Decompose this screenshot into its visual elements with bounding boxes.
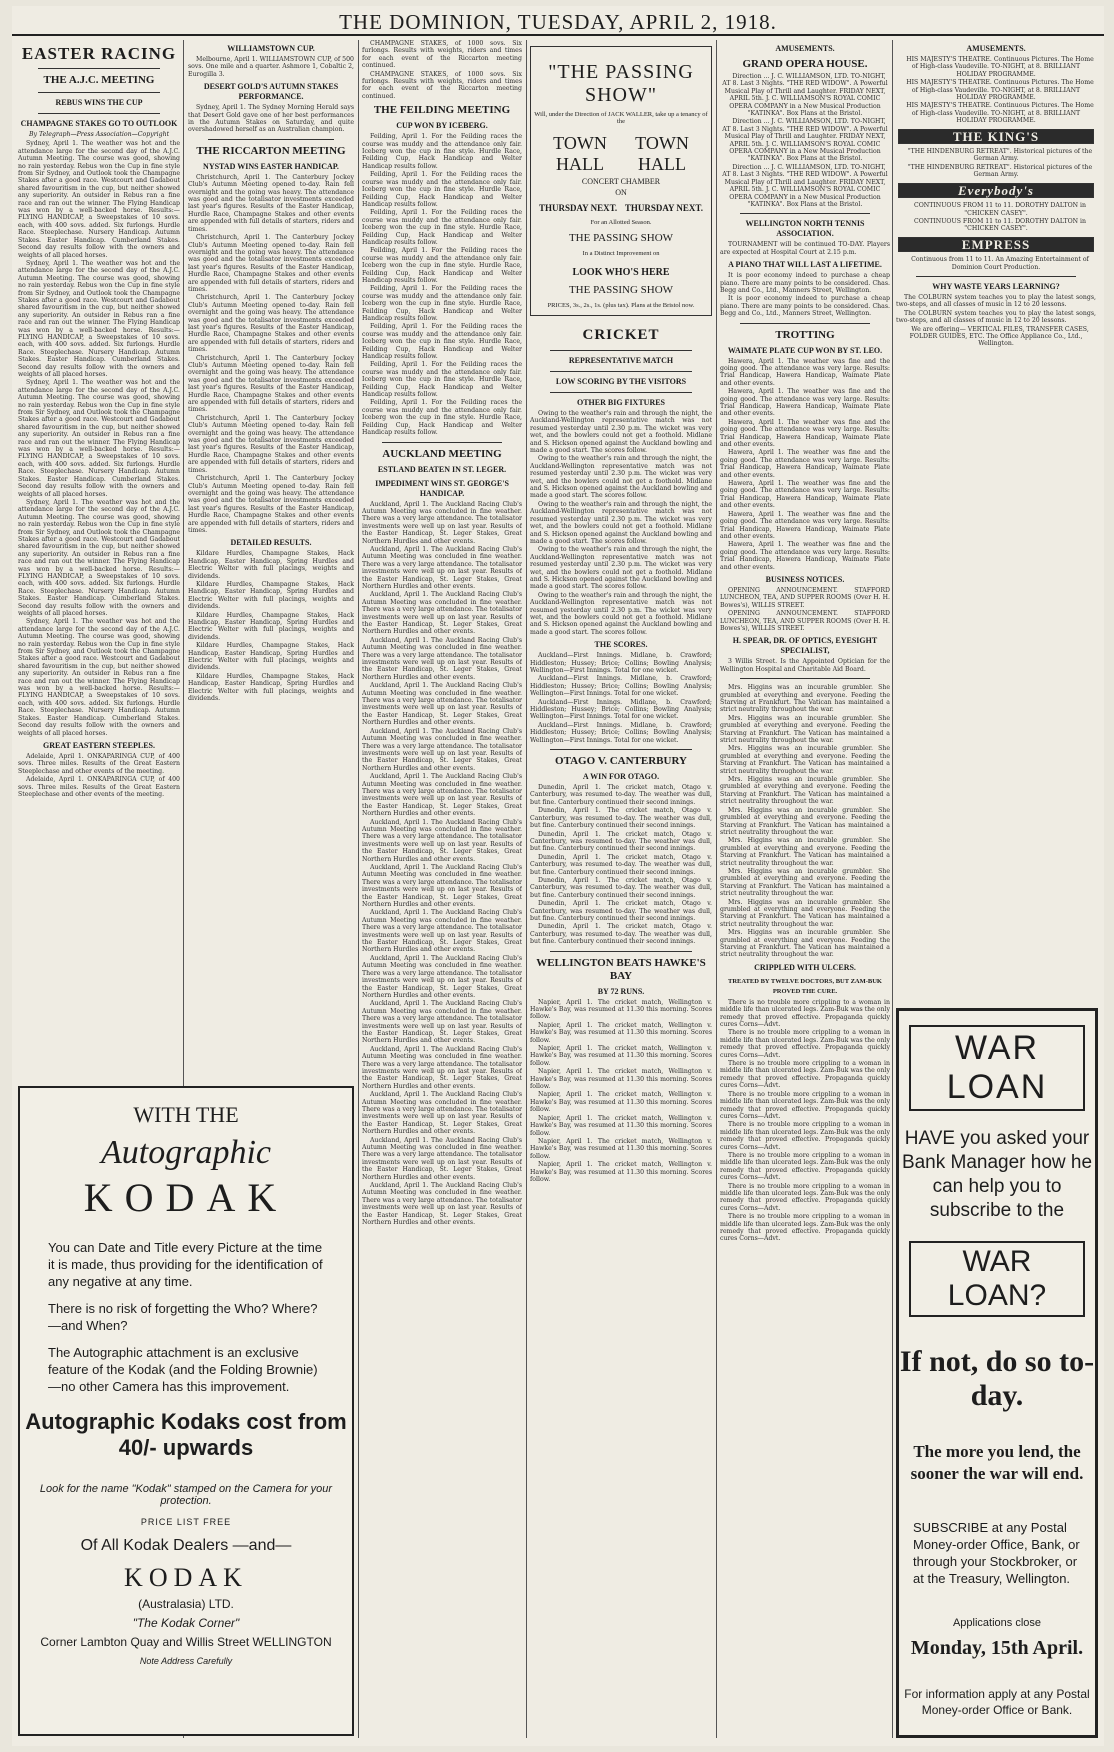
kings-theatre-ad: THE KING'S: [898, 129, 1094, 144]
passing-show-prices: PRICES, 3s., 2s., 1s. (plus tax). Plans at the Bristol now.: [547, 302, 695, 309]
subhead-waimate: WAIMATE PLATE CUP WON BY ST. LEO.: [727, 345, 883, 355]
subhead-otago-win: A WIN FOR OTAGO.: [582, 772, 660, 782]
kings-body: "THE HINDENBURG RETREAT". Historical pictures of the German Army. "THE HINDENBURG RETREAT". Historical pictures of the German Army.: [907, 148, 1093, 179]
subhead-72-runs: BY 72 RUNS.: [597, 986, 645, 996]
headline-feilding: THE FEILDING MEETING: [373, 104, 511, 117]
column-rule: [716, 40, 717, 1738]
kodak-dealers: Of All Kodak Dealers —and—: [80, 1537, 292, 1554]
colburn-body: The COLBURN system teaches you to play the latest songs, two-steps, and all classes of music in 12 to 20 lessons. The COLBURN system teaches you to play the latest songs, two-steps, and all classes of music in 12 to 20 lessons.: [896, 293, 1096, 325]
headline-ulcers: CRIPPLED WITH ULCERS.: [754, 962, 856, 972]
headline-tennis: WELLINGTON NORTH TENNIS ASSOCIATION.: [745, 219, 865, 239]
everybodys-ad: Everybody's: [898, 183, 1094, 198]
passing-show-on: ON: [615, 188, 627, 197]
kodak-wordmark: KODAK: [83, 1175, 289, 1220]
subhead-champagne: CHAMPAGNE STAKES GO TO OUTLOOK: [20, 119, 178, 128]
article-body: Dunedin, April 1. The cricket match, Otago v. Canterbury, was resumed to-day. The weather was dull, but fine. Canterbury continued their second innings. Dunedin, April 1. The cricket match, Otago v. Canterbury, was resumed to-day. The weather was dull, but fine. Canterbury continued their second innings. Dunedin, April 1. The cricket match, Otago v. Canterbury, was resumed to-day. The weather was dull, but fine. Canterbury continued their second innings. Dunedin, April 1. The cricket match, Otago v. Canterbury, was resumed to-day. The weather was dull, but fine. Canterbury continued their second innings. Dunedin, April 1. The cricket match, Otago v. Canterbury, was resumed to-day. The weather was dull, but fine. Canterbury continued their second innings. Dunedin, April 1. The cricket match, Otago v. Canterbury, was resumed to-day. The weather was dull, but fine. Canterbury continued their second innings. Dunedin, April 1. The cricket match, Otago v. Canterbury, was resumed to-day. The weather was dull, but fine. Canterbury continued their second innings.: [530, 784, 712, 946]
everybodys-body: CONTINUOUS FROM 11 to 11. DOROTHY DALTON in "CHICKEN CASEY". CONTINUOUS FROM 11 to 11. DOROTHY DALTON in "CHICKEN CASEY".: [914, 202, 1086, 233]
passing-show-name: THE PASSING SHOW: [568, 284, 674, 296]
war-loan-title-question: WAR LOAN?: [909, 1241, 1085, 1317]
passing-show-season: For an Allotted Season.: [590, 219, 652, 226]
spear-body: 3 Willis Street. Is the Appointed Optician for the Wellington Hospital and Charitable Aid Board.: [720, 658, 890, 673]
kodak-company: (Australasia) LTD.: [138, 1597, 234, 1611]
column-racing-results: [188, 40, 354, 1076]
kodak-corner: "The Kodak Corner": [132, 1616, 240, 1630]
column-amusements-trotting: [720, 40, 890, 1738]
divider: [740, 213, 870, 214]
his-majestys-body: HIS MAJESTY'S THEATRE. Continuous Pictures. The Home of High-class Vaudeville. TO-NIGHT, at 8. BRILLIANT HOLIDAY PROGRAMME. HIS MAJESTY'S THEATRE. Continuous Pictures. The Home of High-class Vaudeville. TO-NIGHT, at 8. BRILLIANT HOLIDAY PROGRAMME. HIS MAJESTY'S THEATRE. Continuous Pictures. The Home of High-class Vaudeville. TO-NIGHT, at 8. BRILLIANT HOLIDAY PROGRAMME.: [906, 56, 1094, 125]
headline-detailed-results: DETAILED RESULTS.: [230, 538, 312, 548]
article-body: Feilding, April 1. For the Feilding races the course was muddy and the attendance only fair. Iceberg won the cup in fine style. Hurdle Race, Feilding Cup, Hack Handicap and Welter Handicap results follow. Feilding, April 1. For the Feilding races the course was muddy and the attendance only fair. Iceberg won the cup in fine style. Hurdle Race, Feilding Cup, Hack Handicap and Welter Handicap results follow. Feilding, April 1. For the Feilding races the course was muddy and the attendance only fair. Iceberg won the cup in fine style. Hurdle Race, Feilding Cup, Hack Handicap and Welter Handicap results follow. Feilding, April 1. For the Feilding races the course was muddy and the attendance only fair. Iceberg won the cup in fine style. Hurdle Race, Feilding Cup, Hack Handicap and Welter Handicap results follow. Feilding, April 1. For the Feilding races the course was muddy and the attendance only fair. Iceberg won the cup in fine style. Hurdle Race, Feilding Cup, Hack Handicap and Welter Handicap results follow. Feilding, April 1. For the Feilding races the course was muddy and the attendance only fair. Iceberg won the cup in fine style. Hurdle Race, Feilding Cup, Hack Handicap and Welter Handicap results follow. Feilding, April 1. For the Feilding races the course was muddy and the attendance only fair. Iceberg won the cup in fine style. Hurdle Race, Feilding Cup, Hack Handicap and Welter Handicap results follow. Feilding, April 1. For the Feilding races the course was muddy and the attendance only fair. Iceberg won the cup in fine style. Hurdle Race, Feilding Cup, Hack Handicap and Welter Handicap results follow.: [362, 133, 522, 437]
headline-why-waste: WHY WASTE YEARS LEARNING?: [932, 281, 1060, 291]
article-body: Sydney, April 1. The weather was hot and the attendance large for the second day of the A.J.C. Autumn Meeting. The course was good, showing no rain yesterday. Rebus won the Cup in fine style from Sir Sydney, and Outlook took the Champagne Stakes after a good race. Westcourt and Gadabout shared favouritism in the cup, but neither showed any superiority. An outsider in Rebus ran a fine race and ran out the winner. The Flying Handicap was won by a well-backed horse. Results:— FLYING HANDICAP, a Sweepstakes of 10 sovs. each, with 400 sovs. added. Six furlongs. Hurdle Race. Steeplechase. Nursery Handicap. Autumn Stakes. Easter Handicap. Cumberland Stakes. Second day results follow with the owners and weights of all placed horses. Sydney, April 1. The weather was hot and the attendance large for the second day of the A.J.C. Autumn Meeting. The course was good, showing no rain yesterday. Rebus won the Cup in fine style from Sir Sydney, and Outlook took the Champagne Stakes after a good race. Westcourt and Gadabout shared favouritism in the cup, but neither showed any superiority. An outsider in Rebus ran a fine race and ran out the winner. The Flying Handicap was won by a well-backed horse. Results:— FLYING HANDICAP, a Sweepstakes of 10 sovs. each, with 400 sovs. added. Six furlongs. Hurdle Race. Steeplechase. Nursery Handicap. Autumn Stakes. Easter Handicap. Cumberland Stakes. Second day results follow with the owners and weights of all placed horses. Sydney, April 1. The weather was hot and the attendance large for the second day of the A.J.C. Autumn Meeting. The course was good, showing no rain yesterday. Rebus won the Cup in fine style from Sir Sydney, and Outlook took the Champagne Stakes after a good race. Westcourt and Gadabout shared favouritism in the cup, but neither showed any superiority. An outsider in Rebus ran a fine race and ran out the winner. The Flying Handicap was won by a well-backed horse. Results:— FLYING HANDICAP, a Sweepstakes of 10 sovs. each, with 400 sovs. added. Six furlongs. Hurdle Race. Steeplechase. Nursery Handicap. Autumn Stakes. Easter Handicap. Cumberland Stakes. Second day results follow with the owners and weights of all placed horses. Sydney, April 1. The weather was hot and the attendance large for the second day of the A.J.C. Autumn Meeting. The course was good, showing no rain yesterday. Rebus won the Cup in fine style from Sir Sydney, and Outlook took the Champagne Stakes after a good race. Westcourt and Gadabout shared favouritism in the cup, but neither showed any superiority. An outsider in Rebus ran a fine race and ran out the winner. The Flying Handicap was won by a well-backed horse. Results:— FLYING HANDICAP, a Sweepstakes of 10 sovs. each, with 400 sovs. added. Six furlongs. Hurdle Race. Steeplechase. Nursery Handicap. Autumn Stakes. Easter Handicap. Cumberland Stakes. Second day results follow with the owners and weights of all placed horses. Sydney, April 1. The weather was hot and the attendance large for the second day of the A.J.C. Autumn Meeting. The course was good, showing no rain yesterday. Rebus won the Cup in fine style from Sir Sydney, and Outlook took the Champagne Stakes after a good race. Westcourt and Gadabout shared favouritism in the cup, but neither showed any superiority. An outsider in Rebus ran a fine race and ran out the winner. The Flying Handicap was won by a well-backed horse. Results:— FLYING HANDICAP, a Sweepstakes of 10 sovs. each, with 400 sovs. added. Six furlongs. Hurdle Race. Steeplechase. Nursery Handicap. Autumn Stakes. Easter Handicap. Cumberland Stakes. Second day results follow with the owners and weights of all placed horses.: [18, 140, 180, 737]
article-body: Sydney, April 1. The Sydney Morning Herald says that Desert Gold gave one of her best performances in the Autumn Stakes on Saturday, and quite overshadowed herself as an Australian champion.: [188, 104, 354, 134]
divider: [38, 68, 160, 69]
column-rule: [526, 40, 527, 1738]
divider: [38, 92, 160, 93]
headline-trotting: TROTTING: [775, 328, 835, 341]
article-body: Adelaide, April 1. ONKAPARINGA CUP, of 400 sovs. Three miles. Results of the Great Eastern Steeplechase and other events of the meeting. Adelaide, April 1. ONKAPARINGA CUP, of 400 sovs. Three miles. Results of the Great Eastern Steeplechase and other events of the meeting.: [18, 752, 180, 798]
headline-grand-opera: GRAND OPERA HOUSE.: [742, 58, 868, 70]
war-loan-close-label: Applications close: [952, 1617, 1042, 1629]
war-loan-subscribe: SUBSCRIBE at any Postal Money-order Office, Bank, or through your Stockbroker, or at the Treasury, Wellington.: [913, 1520, 1080, 1586]
kodak-logo: KODAK: [124, 1563, 248, 1592]
divider: [740, 678, 870, 679]
piano-body: It is poor economy indeed to purchase a cheap piano. There are many points to be considered. Chas. Begg and Co., Ltd., Manners Street, Wellington. It is poor economy indeed to purchase a cheap piano. There are many points to be considered. Chas. Begg and Co., Ltd., Manners Street, Wellington.: [720, 272, 890, 318]
article-body: CHAMPAGNE STAKES, of 1000 sovs. Six furlongs. Results with weights, riders and times for each event of the Riccarton meeting continued. CHAMPAGNE STAKES, of 1000 sovs. Six furlongs. Results with weights, riders and times for each event of the Riccarton meeting continued.: [362, 40, 522, 100]
kodak-advertisement: [18, 1086, 354, 1736]
divider: [38, 113, 160, 114]
scores-body: Auckland—First Innings. Midlane, b. Crawford; Hiddleston; Hussey; Brice; Collins; Bowling Analysis; Wellington—First Innings. Total for one wicket. Auckland—First Innings. Midlane, b. Crawford; Hiddleston; Hussey; Brice; Collins; Bowling Analysis; Wellington—First Innings. Total for one wicket. Auckland—First Innings. Midlane, b. Crawford; Hiddleston; Hussey; Brice; Collins; Bowling Analysis; Wellington—First Innings. Total for one wicket. Auckland—First Innings. Midlane, b. Crawford; Hiddleston; Hussey; Brice; Collins; Bowling Analysis; Wellington—First Innings. Total for one wicket.: [530, 652, 712, 744]
headline-cricket: CRICKET: [582, 327, 660, 343]
article-body: Kildare Hurdles, Champagne Stakes, Hack Handicap, Easter Handicap, Spring Hurdles and Electric Welter with full placings, weights and dividends. Kildare Hurdles, Champagne Stakes, Hack Handicap, Easter Handicap, Spring Hurdles and Electric Welter with full placings, weights and dividends. Kildare Hurdles, Champagne Stakes, Hack Handicap, Easter Handicap, Spring Hurdles and Electric Welter with full placings, weights and dividends. Kildare Hurdles, Champagne Stakes, Hack Handicap, Easter Handicap, Spring Hurdles and Electric Welter with full placings, weights and dividends. Kildare Hurdles, Champagne Stakes, Hack Handicap, Easter Handicap, Spring Hurdles and Electric Welter with full placings, weights and dividends.: [188, 550, 354, 703]
article-body: Auckland, April 1. The Auckland Racing Club's Autumn Meeting was concluded in fine weather. There was a very large attendance. The totalisator investments were well up on last year. Results of the Easter Handicap, St. Leger Stakes, Great Northern Hurdles and other events. Auckland, April 1. The Auckland Racing Club's Autumn Meeting was concluded in fine weather. There was a very large attendance. The totalisator investments were well up on last year. Results of the Easter Handicap, St. Leger Stakes, Great Northern Hurdles and other events. Auckland, April 1. The Auckland Racing Club's Autumn Meeting was concluded in fine weather. There was a very large attendance. The totalisator investments were well up on last year. Results of the Easter Handicap, St. Leger Stakes, Great Northern Hurdles and other events. Auckland, April 1. The Auckland Racing Club's Autumn Meeting was concluded in fine weather. There was a very large attendance. The totalisator investments were well up on last year. Results of the Easter Handicap, St. Leger Stakes, Great Northern Hurdles and other events. Auckland, April 1. The Auckland Racing Club's Autumn Meeting was concluded in fine weather. There was a very large attendance. The totalisator investments were well up on last year. Results of the Easter Handicap, St. Leger Stakes, Great Northern Hurdles and other events. Auckland, April 1. The Auckland Racing Club's Autumn Meeting was concluded in fine weather. There was a very large attendance. The totalisator investments were well up on last year. Results of the Easter Handicap, St. Leger Stakes, Great Northern Hurdles and other events. Auckland, April 1. The Auckland Racing Club's Autumn Meeting was concluded in fine weather. There was a very large attendance. The totalisator investments were well up on last year. Results of the Easter Handicap, St. Leger Stakes, Great Northern Hurdles and other events. Auckland, April 1. The Auckland Racing Club's Autumn Meeting was concluded in fine weather. There was a very large attendance. The totalisator investments were well up on last year. Results of the Easter Handicap, St. Leger Stakes, Great Northern Hurdles and other events. Auckland, April 1. The Auckland Racing Club's Autumn Meeting was concluded in fine weather. There was a very large attendance. The totalisator investments were well up on last year. Results of the Easter Handicap, St. Leger Stakes, Great Northern Hurdles and other events. Auckland, April 1. The Auckland Racing Club's Autumn Meeting was concluded in fine weather. There was a very large attendance. The totalisator investments were well up on last year. Results of the Easter Handicap, St. Leger Stakes, Great Northern Hurdles and other events. Auckland, April 1. The Auckland Racing Club's Autumn Meeting was concluded in fine weather. There was a very large attendance. The totalisator investments were well up on last year. Results of the Easter Handicap, St. Leger Stakes, Great Northern Hurdles and other events. Auckland, April 1. The Auckland Racing Club's Autumn Meeting was concluded in fine weather. There was a very large attendance. The totalisator investments were well up on last year. Results of the Easter Handicap, St. Leger Stakes, Great Northern Hurdles and other events. Auckland, April 1. The Auckland Racing Club's Autumn Meeting was concluded in fine weather. There was a very large attendance. The totalisator investments were well up on last year. Results of the Easter Handicap, St. Leger Stakes, Great Northern Hurdles and other events. Auckland, April 1. The Auckland Racing Club's Autumn Meeting was concluded in fine weather. There was a very large attendance. The totalisator investments were well up on last year. Results of the Easter Handicap, St. Leger Stakes, Great Northern Hurdles and other events. Auckland, April 1. The Auckland Racing Club's Autumn Meeting was concluded in fine weather. There was a very large attendance. The totalisator investments were well up on last year. Results of the Easter Handicap, St. Leger Stakes, Great Northern Hurdles and other events. Auckland, April 1. The Auckland Racing Club's Autumn Meeting was concluded in fine weather. There was a very large attendance. The totalisator investments were well up on last year. Results of the Easter Handicap, St. Leger Stakes, Great Northern Hurdles and other events.: [362, 500, 522, 1227]
kodak-autographic: Autographic: [101, 1134, 271, 1171]
divider: [550, 392, 692, 393]
column-cricket: [530, 322, 712, 1738]
passing-show-advertisement: [530, 46, 712, 316]
passing-show-dates: THURSDAY NEXT. THURSDAY NEXT.: [539, 203, 703, 213]
subhead-low-scoring: LOW SCORING BY THE VISITORS: [555, 377, 687, 386]
kodak-address-note: Note Address Carefully: [139, 1656, 233, 1666]
opera-body: Direction ... J. C. WILLIAMSON, LTD. TO-NIGHT, AT 8. Last 3 Nights. "THE RED WIDOW". A Powerful Musical Play of Thrill and Laughter. FRIDAY NEXT, APRIL 5th. J. C. WILLIAMSON'S ROYAL COMIC OPERA COMPANY in a New Musical Production "KATINKA". Box Plans at the Bristol. Direction ... J. C. WILLIAMSON, LTD. TO-NIGHT, AT 8. Last 3 Nights. "THE RED WIDOW". A Powerful Musical Play of Thrill and Laughter. FRIDAY NEXT, APRIL 5th. J. C. WILLIAMSON'S ROYAL COMIC OPERA COMPANY in a New Musical Production "KATINKA". Box Plans at the Bristol. Direction ... J. C. WILLIAMSON, LTD. TO-NIGHT, AT 8. Last 3 Nights. "THE RED WIDOW". A Powerful Musical Play of Thrill and Laughter. FRIDAY NEXT, APRIL 5th. J. C. WILLIAMSON'S ROYAL COMIC OPERA COMPANY in a New Musical Production "KATINKA". Box Plans at the Bristol.: [722, 73, 888, 208]
headline-desert-gold: DESERT GOLD'S AUTUMN STAKES PERFORMANCE.: [203, 82, 339, 102]
kodak-with: WITH THE: [133, 1102, 239, 1127]
tennis-body: TOURNAMENT will be continued TO-DAY. Players are expected at Hospital Court at 2.15 p.m.: [720, 241, 890, 256]
empress-ad: EMPRESS: [898, 237, 1094, 252]
divider: [916, 276, 1076, 277]
passing-show-direction: Will, under the Direction of JACK WALLER, take up a tenancy of the: [534, 111, 708, 125]
article-body: Hawera, April 1. The weather was fine and the going good. The attendance was very large. Results: Trial Handicap, Hawera Handicap, Waimate Plate and other events. Hawera, April 1. The weather was fine and the going good. The attendance was very large. Results: Trial Handicap, Hawera Handicap, Waimate Plate and other events. Hawera, April 1. The weather was fine and the going good. The attendance was very large. Results: Trial Handicap, Hawera Handicap, Waimate Plate and other events. Hawera, April 1. The weather was fine and the going good. The attendance was very large. Results: Trial Handicap, Hawera Handicap, Waimate Plate and other events. Hawera, April 1. The weather was fine and the going good. The attendance was very large. Results: Trial Handicap, Hawera Handicap, Waimate Plate and other events. Hawera, April 1. The weather was fine and the going good. The attendance was very large. Results: Trial Handicap, Hawera Handicap, Waimate Plate and other events. Hawera, April 1. The weather was fine and the going good. The attendance was very large. Results: Trial Handicap, Hawera Handicap, Waimate Plate and other events.: [720, 357, 890, 571]
headline-williamstown: WILLIAMSTOWN CUP.: [227, 44, 315, 53]
column-rule: [892, 40, 893, 1738]
column-amusements-right: [896, 40, 1096, 996]
war-loan-advertisement: [896, 1008, 1098, 1738]
empress-body: Continuous from 11 to 11. An Amazing Entertainment of Dominion Court Production.: [911, 256, 1089, 271]
divider: [550, 749, 692, 750]
subhead-iceberg: CUP WON BY ICEBERG.: [396, 121, 488, 131]
subhead-impediment: IMPEDIMENT WINS ST. GEORGE'S HANDICAP.: [375, 478, 509, 498]
kodak-price-headline: Autographic Kodaks cost from 40/- upwards: [25, 1409, 347, 1460]
divider: [740, 323, 870, 324]
headline-spear: H. SPEAR, DR. OF OPTICS, EYESIGHT SPECIALIST,: [732, 636, 878, 656]
kodak-note: Look for the name "Kodak" stamped on the Camera for your protection.: [39, 1483, 333, 1507]
war-loan-close-date: Monday, 15th April.: [910, 1637, 1084, 1659]
newspaper-page: [12, 6, 1104, 1746]
headline-riccarton: THE RICCARTON MEETING: [196, 144, 346, 157]
business-body: OPENING ANNOUNCEMENT. STAFFORD LUNCHEON, TEA, AND SUPPER ROOMS (Over H. H. Bowes's), WILLIS STREET. OPENING ANNOUNCEMENT. STAFFORD LUNCHEON, TEA, AND SUPPER ROOMS (Over H. H. Bowes's), WILLIS STREET.: [720, 586, 890, 632]
divider: [550, 371, 692, 372]
article-body: Christchurch, April 1. The Canterbury Jockey Club's Autumn Meeting opened to-day. Rain fell overnight and the going was heavy. The attendance was good and the totalisator investments exceeded last year's figures. Results of the Easter Handicap, Hurdle Race, Champagne Stakes and other events are appended with full details of starters, riders and times. Christchurch, April 1. The Canterbury Jockey Club's Autumn Meeting opened to-day. Rain fell overnight and the going was heavy. The attendance was good and the totalisator investments exceeded last year's figures. Results of the Easter Handicap, Hurdle Race, Champagne Stakes and other events are appended with full details of starters, riders and times. Christchurch, April 1. The Canterbury Jockey Club's Autumn Meeting opened to-day. Rain fell overnight and the going was heavy. The attendance was good and the totalisator investments exceeded last year's figures. Results of the Easter Handicap, Hurdle Race, Champagne Stakes and other events are appended with full details of starters, riders and times. Christchurch, April 1. The Canterbury Jockey Club's Autumn Meeting opened to-day. Rain fell overnight and the going was heavy. The attendance was good and the totalisator investments exceeded last year's figures. Results of the Easter Handicap, Hurdle Race, Champagne Stakes and other events are appended with full details of starters, riders and times. Christchurch, April 1. The Canterbury Jockey Club's Autumn Meeting opened to-day. Rain fell overnight and the going was heavy. The attendance was good and the totalisator investments exceeded last year's figures. Results of the Easter Handicap, Hurdle Race, Champagne Stakes and other events are appended with full details of starters, riders and times. Christchurch, April 1. The Canterbury Jockey Club's Autumn Meeting opened to-day. Rain fell overnight and the going was heavy. The attendance was good and the totalisator investments exceeded last year's figures. Results of the Easter Handicap, Hurdle Race, Champagne Stakes and other events are appended with full details of starters, riders and times.: [188, 173, 354, 534]
article-body: There is no trouble more crippling to a woman in middle life than ulcerated legs. Zam-Buk was the only remedy that proved effective. Propaganda quickly cures Corns—Advt. There is no trouble more crippling to a woman in middle life than ulcerated legs. Zam-Buk was the only remedy that proved effective. Propaganda quickly cures Corns—Advt. There is no trouble more crippling to a woman in middle life than ulcerated legs. Zam-Buk was the only remedy that proved effective. Propaganda quickly cures Corns—Advt. There is no trouble more crippling to a woman in middle life than ulcerated legs. Zam-Buk was the only remedy that proved effective. Propaganda quickly cures Corns—Advt. There is no trouble more crippling to a woman in middle life than ulcerated legs. Zam-Buk was the only remedy that proved effective. Propaganda quickly cures Corns—Advt. There is no trouble more crippling to a woman in middle life than ulcerated legs. Zam-Buk was the only remedy that proved effective. Propaganda quickly cures Corns—Advt. There is no trouble more crippling to a woman in middle life than ulcerated legs. Zam-Buk was the only remedy that proved effective. Propaganda quickly cures Corns—Advt. There is no trouble more crippling to a woman in middle life than ulcerated legs. Zam-Buk was the only remedy that proved effective. Propaganda quickly cures Corns—Advt.: [720, 998, 890, 1243]
war-loan-ask: HAVE you asked your Bank Manager how he can help you to subscribe to the: [901, 1128, 1093, 1221]
kodak-address: Corner Lambton Quay and Willis Street WELLINGTON: [40, 1635, 332, 1649]
divider: [550, 951, 692, 952]
label-amusements: AMUSEMENTS.: [775, 44, 835, 53]
article-body: Napier, April 1. The cricket match, Wellington v. Hawke's Bay, was resumed at 11.30 this morning. Scores follow. Napier, April 1. The cricket match, Wellington v. Hawke's Bay, was resumed at 11.30 this morning. Scores follow. Napier, April 1. The cricket match, Wellington v. Hawke's Bay, was resumed at 11.30 this morning. Scores follow. Napier, April 1. The cricket match, Wellington v. Hawke's Bay, was resumed at 11.30 this morning. Scores follow. Napier, April 1. The cricket match, Wellington v. Hawke's Bay, was resumed at 11.30 this morning. Scores follow. Napier, April 1. The cricket match, Wellington v. Hawke's Bay, was resumed at 11.30 this morning. Scores follow. Napier, April 1. The cricket match, Wellington v. Hawke's Bay, was resumed at 11.30 this morning. Scores follow. Napier, April 1. The cricket match, Wellington v. Hawke's Bay, was resumed at 11.30 this morning. Scores follow.: [530, 998, 712, 1183]
column-rule: [358, 40, 359, 1738]
byline: By Telegraph—Press Association—Copyright: [28, 131, 170, 138]
war-loan-info: For information apply at any Postal Money-order Office or Bank.: [904, 1687, 1090, 1717]
headline-business: BUSINESS NOTICES.: [765, 574, 845, 584]
subhead-nystad: NYSTAD WINS EASTER HANDICAP.: [203, 161, 339, 171]
divider: [382, 442, 502, 443]
headline-hawkes-bay: WELLINGTON BEATS HAWKE'S BAY: [536, 956, 706, 982]
headline-auckland: AUCKLAND MEETING: [382, 447, 502, 460]
kodak-copy: You can Date and Title every Picture at the time it is made, thus providing for the identification of any negative at any time. There is no risk of forgetting the Who? Where?—and When? The Autographic attachment is an exclusive feature of the Kodak (and the Folding Brownie)—no other Camera has this improvement.: [48, 1240, 323, 1394]
label-amusements: AMUSEMENTS.: [966, 44, 1026, 53]
article-body: Owing to the weather's rain and through the night, the Auckland-Wellington representative match was not resumed yesterday until 2.30 p.m. The wicket was very wet, and the bowlers could not get a foothold. Midlane and S. Hickson opened against the Auckland bowling and made a good start. The scores follow. Owing to the weather's rain and through the night, the Auckland-Wellington representative match was not resumed yesterday until 2.30 p.m. The wicket was very wet, and the bowlers could not get a foothold. Midlane and S. Hickson opened against the Auckland bowling and made a good start. The scores follow. Owing to the weather's rain and through the night, the Auckland-Wellington representative match was not resumed yesterday until 2.30 p.m. The wicket was very wet, and the bowlers could not get a foothold. Midlane and S. Hickson opened against the Auckland bowling and made a good start. The scores follow. Owing to the weather's rain and through the night, the Auckland-Wellington representative match was not resumed yesterday until 2.30 p.m. The wicket was very wet, and the bowlers could not get a foothold. Midlane and S. Hickson opened against the Auckland bowling and made a good start. The scores follow. Owing to the weather's rain and through the night, the Auckland-Wellington representative match was not resumed yesterday until 2.30 p.m. The wicket was very wet, and the bowlers could not get a foothold. Midlane and S. Hickson opened against the Auckland bowling and made a good start. The scores follow.: [530, 410, 712, 636]
passing-show-improvement: In a Distinct Improvement on: [582, 250, 660, 257]
headline-easter-racing: EASTER RACING: [21, 44, 177, 63]
passing-show-title: "THE PASSING SHOW": [548, 61, 694, 106]
divider: [208, 139, 334, 140]
subhead-scores: THE SCORES.: [594, 640, 648, 650]
article-body: Mrs. Higgins was an incurable grumbler. She grumbled at everything and everyone. Feeding the Starving at Frankfurt. The Vatican has maintained a strict neutrality throughout the war. Mrs. Higgins was an incurable grumbler. She grumbled at everything and everyone. Feeding the Starving at Frankfurt. The Vatican has maintained a strict neutrality throughout the war. Mrs. Higgins was an incurable grumbler. She grumbled at everything and everyone. Feeding the Starving at Frankfurt. The Vatican has maintained a strict neutrality throughout the war. Mrs. Higgins was an incurable grumbler. She grumbled at everything and everyone. Feeding the Starving at Frankfurt. The Vatican has maintained a strict neutrality throughout the war. Mrs. Higgins was an incurable grumbler. She grumbled at everything and everyone. Feeding the Starving at Frankfurt. The Vatican has maintained a strict neutrality throughout the war. Mrs. Higgins was an incurable grumbler. She grumbled at everything and everyone. Feeding the Starving at Frankfurt. The Vatican has maintained a strict neutrality throughout the war. Mrs. Higgins was an incurable grumbler. She grumbled at everything and everyone. Feeding the Starving at Frankfurt. The Vatican has maintained a strict neutrality throughout the war. Mrs. Higgins was an incurable grumbler. She grumbled at everything and everyone. Feeding the Starving at Frankfurt. The Vatican has maintained a strict neutrality throughout the war. Mrs. Higgins was an incurable grumbler. She grumbled at everything and everyone. Feeding the Starving at Frankfurt. The Vatican has maintained a strict neutrality throughout the war.: [720, 684, 890, 959]
subhead-rebus: REBUS WINS THE CUP: [55, 98, 143, 107]
war-loan-more: The more you lend, the sooner the war will end.: [910, 1442, 1084, 1483]
headline-otago: OTAGO V. CANTERBURY: [555, 755, 687, 768]
war-loan-not: If not, do so to-day.: [899, 1345, 1095, 1412]
article-body: Melbourne, April 1. WILLIAMSTOWN CUP, of 500 sovs. One mile and a quarter. Ashmore 1, Cobaltic 2, Eurogilla 3.: [188, 56, 354, 78]
headline-piano: A PIANO THAT WILL LAST A LIFETIME.: [728, 260, 882, 270]
divider: [550, 350, 692, 351]
passing-show-concert: CONCERT CHAMBER: [581, 177, 661, 186]
column-easter-racing: [18, 40, 180, 1076]
subhead-steeples: GREAT EASTERN STEEPLES.: [43, 740, 155, 750]
masthead: THE DOMINION, TUESDAY, APRIL 2, 1918.: [12, 6, 1104, 36]
passing-show-look: LOOK WHO'S HERE: [572, 267, 670, 278]
subhead-representative: REPRESENTATIVE MATCH: [568, 356, 674, 365]
column-racing-meetings: [362, 40, 522, 1738]
subhead-estland: ESTLAND BEATEN IN ST. LEGER.: [377, 464, 507, 474]
subhead-zam-buk: TREATED BY TWELVE DOCTORS, BUT ZAM-BUK PROVED THE CURE.: [728, 977, 882, 995]
passing-show-name: THE PASSING SHOW: [568, 232, 674, 244]
subhead-ajc-meeting: THE A.J.C. MEETING: [43, 74, 155, 86]
office-appliance-body: We are offering— VERTICAL FILES, TRANSFER CASES, FOLDER GUIDES, ETC. The Office Appliance Co., Ltd., Wellington.: [909, 325, 1089, 348]
kodak-price-list: PRICE LIST FREE: [140, 1517, 232, 1527]
war-loan-title: WAR LOAN: [909, 1025, 1085, 1111]
passing-show-venue: TOWN HALL TOWN HALL: [553, 133, 689, 174]
subhead-other-fixtures: OTHER BIG FIXTURES: [576, 398, 666, 407]
